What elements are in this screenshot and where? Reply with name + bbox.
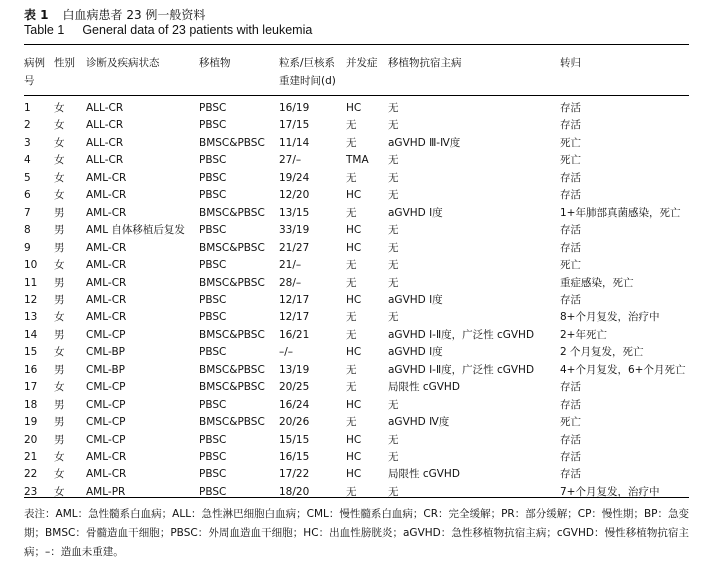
cell-engraftment-time: 17/22 — [279, 468, 310, 481]
cell-engraftment-time: 20/25 — [279, 381, 310, 394]
header-rule — [24, 95, 689, 96]
cell-diagnosis: CML-BP — [86, 346, 126, 359]
cell-case-no: 2 — [24, 119, 31, 132]
cell-diagnosis: AML-CR — [86, 241, 127, 254]
cell-outcome: 1+年肺部真菌感染，死亡 — [560, 206, 681, 219]
cell-case-no: 19 — [24, 416, 38, 429]
cell-graft: BMSC&PBSC — [199, 416, 265, 429]
cell-engraftment-time: 16/24 — [279, 398, 310, 411]
cell-outcome: 存活 — [560, 119, 581, 132]
header-gvhd: 移植物抗宿主病 — [388, 57, 462, 69]
cell-outcome: 存活 — [560, 433, 581, 446]
cell-case-no: 3 — [24, 136, 31, 149]
cell-graft: PBSC — [199, 398, 227, 411]
cell-complication: 无 — [346, 485, 357, 498]
cell-gvhd: 无 — [388, 398, 399, 411]
cell-gvhd: 无 — [388, 451, 399, 463]
cell-outcome: 2 个月复发，死亡 — [560, 346, 644, 359]
cell-graft: BMSC&PBSC — [199, 241, 265, 254]
table-title-cn: 白血病患者 23 例一般资料 — [62, 8, 206, 22]
cell-sex: 男 — [54, 293, 65, 306]
cell-complication: 无 — [346, 363, 357, 376]
cell-gvhd: 局限性 cGVHD — [388, 381, 460, 394]
cell-diagnosis: AML-CR — [86, 206, 127, 219]
cell-sex: 女 — [54, 259, 65, 272]
cell-diagnosis: ALL-CR — [86, 102, 124, 114]
cell-outcome: 4+个月复发，6+个月死亡 — [560, 363, 686, 376]
top-rule — [24, 44, 689, 45]
cell-diagnosis: CML-CP — [86, 328, 126, 341]
cell-graft: PBSC — [199, 189, 227, 202]
header-diagnosis: 诊断及疾病状态 — [86, 57, 160, 69]
cell-gvhd: 无 — [388, 154, 399, 167]
cell-gvhd: aGVHD Ⅳ度 — [388, 416, 450, 429]
cell-gvhd: 无 — [388, 311, 399, 324]
cell-gvhd: 无 — [388, 433, 399, 446]
cell-outcome: 存活 — [560, 189, 581, 202]
cell-case-no: 16 — [24, 363, 38, 376]
cell-engraftment-time: 21/– — [279, 259, 302, 272]
cell-diagnosis: AML-CR — [86, 259, 127, 272]
cell-case-no: 8 — [24, 224, 31, 237]
cell-engraftment-time: 27/– — [279, 154, 302, 167]
cell-gvhd: 局限性 cGVHD — [388, 468, 460, 481]
cell-outcome: 死亡 — [560, 416, 581, 429]
cell-outcome: 死亡 — [560, 259, 581, 272]
cell-case-no: 23 — [24, 485, 38, 498]
cell-sex: 女 — [54, 136, 65, 149]
cell-engraftment-time: 11/14 — [279, 136, 310, 149]
cell-sex: 女 — [54, 171, 65, 184]
cell-diagnosis: CML-CP — [86, 416, 126, 429]
cell-sex: 女 — [54, 346, 65, 359]
table-footnote: 表注：AML：急性髓系白血病；ALL：急性淋巴细胞白血病；CML：慢性髓系白血病；CR：完全缓解；PR：部分缓解；CP：慢性期；BP：急变期；BMSC：骨髓造血干细胞；PBSC：外周血造血干细胞；HC：出血性膀胱炎；aGVHD：急性移植物抗宿主病；cGVHD：慢性移植物抗宿主病；–：造血未重建。 — [24, 508, 689, 558]
cell-diagnosis: AML-CR — [86, 451, 127, 463]
cell-diagnosis: AML 自体移植后复发 — [86, 224, 185, 237]
cell-complication: 无 — [346, 311, 357, 324]
cell-case-no: 1 — [24, 102, 31, 114]
cell-case-no: 22 — [24, 468, 38, 481]
cell-case-no: 6 — [24, 189, 31, 202]
cell-gvhd: 无 — [388, 102, 399, 114]
cell-graft: PBSC — [199, 451, 227, 463]
table-number-en: Table 1 — [24, 23, 65, 37]
cell-engraftment-time: 13/15 — [279, 206, 310, 219]
cell-complication: 无 — [346, 171, 357, 184]
cell-sex: 男 — [54, 224, 65, 237]
cell-engraftment-time: 33/19 — [279, 224, 310, 237]
cell-gvhd: aGVHD Ⅰ度 — [388, 206, 443, 219]
cell-engraftment-time: 12/17 — [279, 311, 310, 324]
cell-engraftment-time: 15/15 — [279, 433, 310, 446]
cell-complication: HC — [346, 102, 362, 114]
cell-engraftment-time: 16/19 — [279, 102, 310, 114]
cell-diagnosis: ALL-CR — [86, 136, 124, 149]
cell-diagnosis: AML-CR — [86, 171, 127, 184]
cell-gvhd: 无 — [388, 259, 399, 272]
cell-case-no: 17 — [24, 381, 38, 394]
cell-complication: 无 — [346, 119, 357, 132]
cell-graft: PBSC — [199, 119, 227, 132]
cell-engraftment-time: 17/15 — [279, 119, 310, 132]
cell-sex: 女 — [54, 189, 65, 202]
cell-graft: PBSC — [199, 154, 227, 167]
cell-complication: 无 — [346, 328, 357, 341]
cell-complication: 无 — [346, 136, 357, 149]
cell-sex: 女 — [54, 154, 65, 167]
cell-engraftment-time: 12/17 — [279, 293, 310, 306]
cell-case-no: 4 — [24, 154, 31, 167]
cell-outcome: 存活 — [560, 381, 581, 394]
cell-graft: PBSC — [199, 485, 227, 498]
cell-complication: HC — [346, 189, 362, 202]
cell-gvhd: 无 — [388, 241, 399, 254]
cell-engraftment-time: 21/27 — [279, 241, 310, 254]
cell-case-no: 13 — [24, 311, 38, 324]
cell-graft: PBSC — [199, 346, 227, 359]
cell-outcome: 存活 — [560, 451, 581, 463]
header-graft: 移植物 — [199, 57, 231, 69]
cell-engraftment-time: 20/26 — [279, 416, 310, 429]
cell-sex: 男 — [54, 398, 65, 411]
cell-engraftment-time: –/– — [279, 346, 294, 359]
cell-gvhd: aGVHD Ⅰ度 — [388, 346, 443, 359]
header-sex: 性别 — [54, 57, 75, 69]
cell-graft: PBSC — [199, 293, 227, 306]
header-complication: 并发症 — [346, 57, 378, 69]
cell-complication: HC — [346, 468, 362, 481]
cell-diagnosis: AML-CR — [86, 293, 127, 306]
cell-case-no: 18 — [24, 398, 38, 411]
cell-outcome: 2+年死亡 — [560, 328, 607, 341]
cell-outcome: 7+个月复发，治疗中 — [560, 485, 660, 498]
cell-complication: TMA — [346, 154, 369, 167]
cell-gvhd: aGVHD Ⅲ-Ⅳ度 — [388, 136, 461, 149]
cell-graft: BMSC&PBSC — [199, 381, 265, 394]
cell-outcome: 死亡 — [560, 154, 581, 167]
cell-diagnosis: ALL-CR — [86, 119, 124, 132]
cell-case-no: 7 — [24, 206, 31, 219]
cell-graft: PBSC — [199, 311, 227, 324]
cell-graft: BMSC&PBSC — [199, 363, 265, 376]
cell-sex: 男 — [54, 206, 65, 219]
cell-graft: PBSC — [199, 468, 227, 481]
cell-complication: HC — [346, 293, 362, 306]
cell-diagnosis: CML-CP — [86, 433, 126, 446]
cell-complication: 无 — [346, 259, 357, 272]
cell-sex: 女 — [54, 102, 65, 114]
cell-complication: HC — [346, 398, 362, 411]
cell-graft: PBSC — [199, 259, 227, 272]
cell-sex: 女 — [54, 381, 65, 394]
cell-gvhd: 无 — [388, 224, 399, 237]
cell-case-no: 5 — [24, 171, 31, 184]
cell-diagnosis: AML-CR — [86, 276, 127, 289]
cell-gvhd: aGVHD Ⅰ-Ⅱ度，广泛性 cGVHD — [388, 363, 535, 376]
cell-outcome: 存活 — [560, 293, 581, 306]
cell-case-no: 20 — [24, 433, 38, 446]
table-caption-cn — [24, 6, 205, 23]
cell-graft: BMSC&PBSC — [199, 206, 265, 219]
cell-outcome: 存活 — [560, 171, 581, 184]
cell-sex: 男 — [54, 416, 65, 429]
cell-gvhd: aGVHD Ⅰ度 — [388, 293, 443, 306]
cell-diagnosis: AML-CR — [86, 468, 127, 481]
table-title-en: General data of 23 patients with leukemia — [82, 23, 313, 37]
cell-outcome: 8+个月复发，治疗中 — [560, 311, 660, 324]
cell-diagnosis: CML-CP — [86, 381, 126, 394]
cell-graft: PBSC — [199, 171, 227, 184]
header-outcome: 转归 — [560, 57, 581, 69]
cell-complication: HC — [346, 451, 362, 463]
cell-graft: PBSC — [199, 224, 227, 237]
cell-outcome: 存活 — [560, 102, 581, 114]
cell-complication: 无 — [346, 206, 357, 219]
cell-diagnosis: AML-PR — [86, 485, 126, 498]
cell-engraftment-time: 16/15 — [279, 451, 310, 463]
cell-outcome: 存活 — [560, 398, 581, 411]
cell-complication: HC — [346, 346, 362, 359]
cell-gvhd: 无 — [388, 119, 399, 132]
cell-sex: 男 — [54, 328, 65, 341]
header-case-no-line2: 号 — [24, 75, 35, 87]
cell-complication: HC — [346, 433, 362, 446]
cell-gvhd: 无 — [388, 189, 399, 202]
cell-diagnosis: AML-CR — [86, 311, 127, 324]
cell-engraftment-time: 16/21 — [279, 328, 310, 341]
cell-graft: PBSC — [199, 433, 227, 446]
cell-engraftment-time: 19/24 — [279, 171, 310, 184]
cell-outcome: 死亡 — [560, 136, 581, 149]
cell-case-no: 9 — [24, 241, 31, 254]
cell-sex: 男 — [54, 433, 65, 446]
cell-complication: HC — [346, 241, 362, 254]
table-number-cn: 表 1 — [24, 8, 49, 22]
cell-sex: 女 — [54, 311, 65, 324]
cell-case-no: 11 — [24, 276, 38, 289]
cell-engraftment-time: 18/20 — [279, 485, 310, 498]
header-case-no: 病例 — [24, 57, 45, 69]
cell-case-no: 15 — [24, 346, 38, 359]
cell-sex: 男 — [54, 363, 65, 376]
cell-gvhd: 无 — [388, 485, 399, 498]
cell-complication: 无 — [346, 381, 357, 394]
cell-sex: 女 — [54, 119, 65, 132]
cell-outcome: 重症感染，死亡 — [560, 276, 634, 289]
cell-sex: 男 — [54, 276, 65, 289]
cell-complication: HC — [346, 224, 362, 237]
cell-graft: PBSC — [199, 102, 227, 114]
cell-engraftment-time: 28/– — [279, 276, 302, 289]
cell-case-no: 14 — [24, 328, 38, 341]
cell-case-no: 12 — [24, 293, 38, 306]
cell-diagnosis: AML-CR — [86, 189, 127, 202]
cell-outcome: 存活 — [560, 468, 581, 481]
cell-sex: 女 — [54, 451, 65, 463]
cell-gvhd: aGVHD Ⅰ-Ⅱ度，广泛性 cGVHD — [388, 328, 535, 341]
cell-graft: BMSC&PBSC — [199, 136, 265, 149]
cell-diagnosis: ALL-CR — [86, 154, 124, 167]
cell-engraftment-time: 13/19 — [279, 363, 310, 376]
cell-gvhd: 无 — [388, 276, 399, 289]
header-engraftment-time-line2: 重建时间(d) — [279, 75, 336, 87]
header-engraftment-time: 粒系/巨核系 — [279, 57, 336, 69]
cell-case-no: 10 — [24, 259, 38, 272]
table-caption-en — [24, 23, 312, 37]
cell-outcome: 存活 — [560, 241, 581, 254]
cell-complication: 无 — [346, 276, 357, 289]
cell-graft: BMSC&PBSC — [199, 328, 265, 341]
cell-diagnosis: CML-BP — [86, 363, 126, 376]
cell-complication: 无 — [346, 416, 357, 429]
cell-case-no: 21 — [24, 451, 38, 463]
cell-diagnosis: CML-CP — [86, 398, 126, 411]
cell-engraftment-time: 12/20 — [279, 189, 310, 202]
cell-outcome: 存活 — [560, 224, 581, 237]
cell-graft: BMSC&PBSC — [199, 276, 265, 289]
cell-sex: 女 — [54, 485, 65, 498]
cell-sex: 女 — [54, 468, 65, 481]
cell-gvhd: 无 — [388, 171, 399, 184]
cell-sex: 男 — [54, 241, 65, 254]
